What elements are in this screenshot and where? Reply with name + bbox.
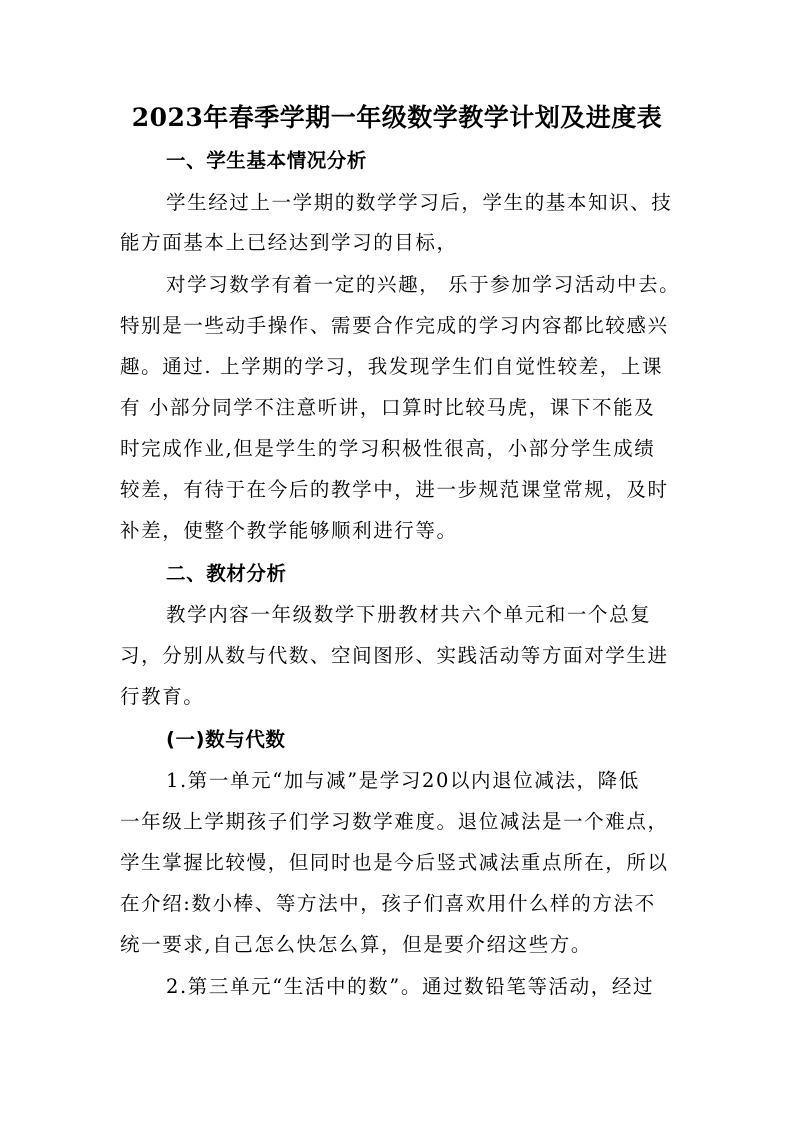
paragraph-line: 特别是一些动手操作、需要合作完成的学习内容都比较感兴 [120,314,669,337]
paragraph-line: 学生掌握比较慢，但同时也是今后竖式减法重点所在，所以 [120,851,669,874]
paragraph-line: 一年级上学期孩子们学习数学难度。退位减法是一个难点， [120,810,669,833]
paragraph-line: 在介绍:数小棒、等方法中，孩子们喜欢用什么样的方法不 [120,892,656,915]
paragraph-line: 时完成作业,但是学生的学习积极性很高，小部分学生成绩 [120,437,656,460]
paragraph-line: 补差，使整个教学能够顺利进行等。 [120,519,458,542]
paragraph-line: 统一要求,自己怎么快怎么算，但是要介绍这些方。 [120,933,592,956]
paragraph-line: 行教育。 [120,685,205,708]
paragraph-line: 对学习数学有着一定的兴趣， 乐于参加学习活动中去。 [166,273,681,296]
paragraph-line: 能方面基本上已经达到学习的目标， [120,231,458,254]
paragraph-line: 学生经过上一学期的数学学习后，学生的基本知识、技 [166,191,673,214]
document-title: 2023年春季学期一年级数学教学计划及进度表 [131,103,663,132]
section-heading-textbook-analysis: 二、教材分析 [166,562,287,585]
subsection-heading-number-algebra: (一)数与代数 [166,728,286,751]
section-heading-student-analysis: 一、学生基本情况分析 [166,149,368,172]
paragraph-line: 1.第一单元“加与减”是学习20以内退位减法，降低 [166,769,640,792]
paragraph-line: 2.第三单元“生活中的数”。通过数铅笔等活动，经过 [166,975,655,998]
paragraph-line: 有 小部分同学不注意听讲，口算时比较马虎，课下不能及 [120,396,656,419]
paragraph-line: 习，分别从数与代数、空间图形、实践活动等方面对学生进 [120,644,669,667]
paragraph-line: 趣。通过. 上学期的学习，我发现学生们自觉性较差，上课 [120,355,664,378]
paragraph-line: 教学内容一年级数学下册教材共六个单元和一个总复 [166,603,652,626]
paragraph-line: 较差，有待于在今后的教学中，进一步规范课堂常规，及时 [120,478,669,501]
